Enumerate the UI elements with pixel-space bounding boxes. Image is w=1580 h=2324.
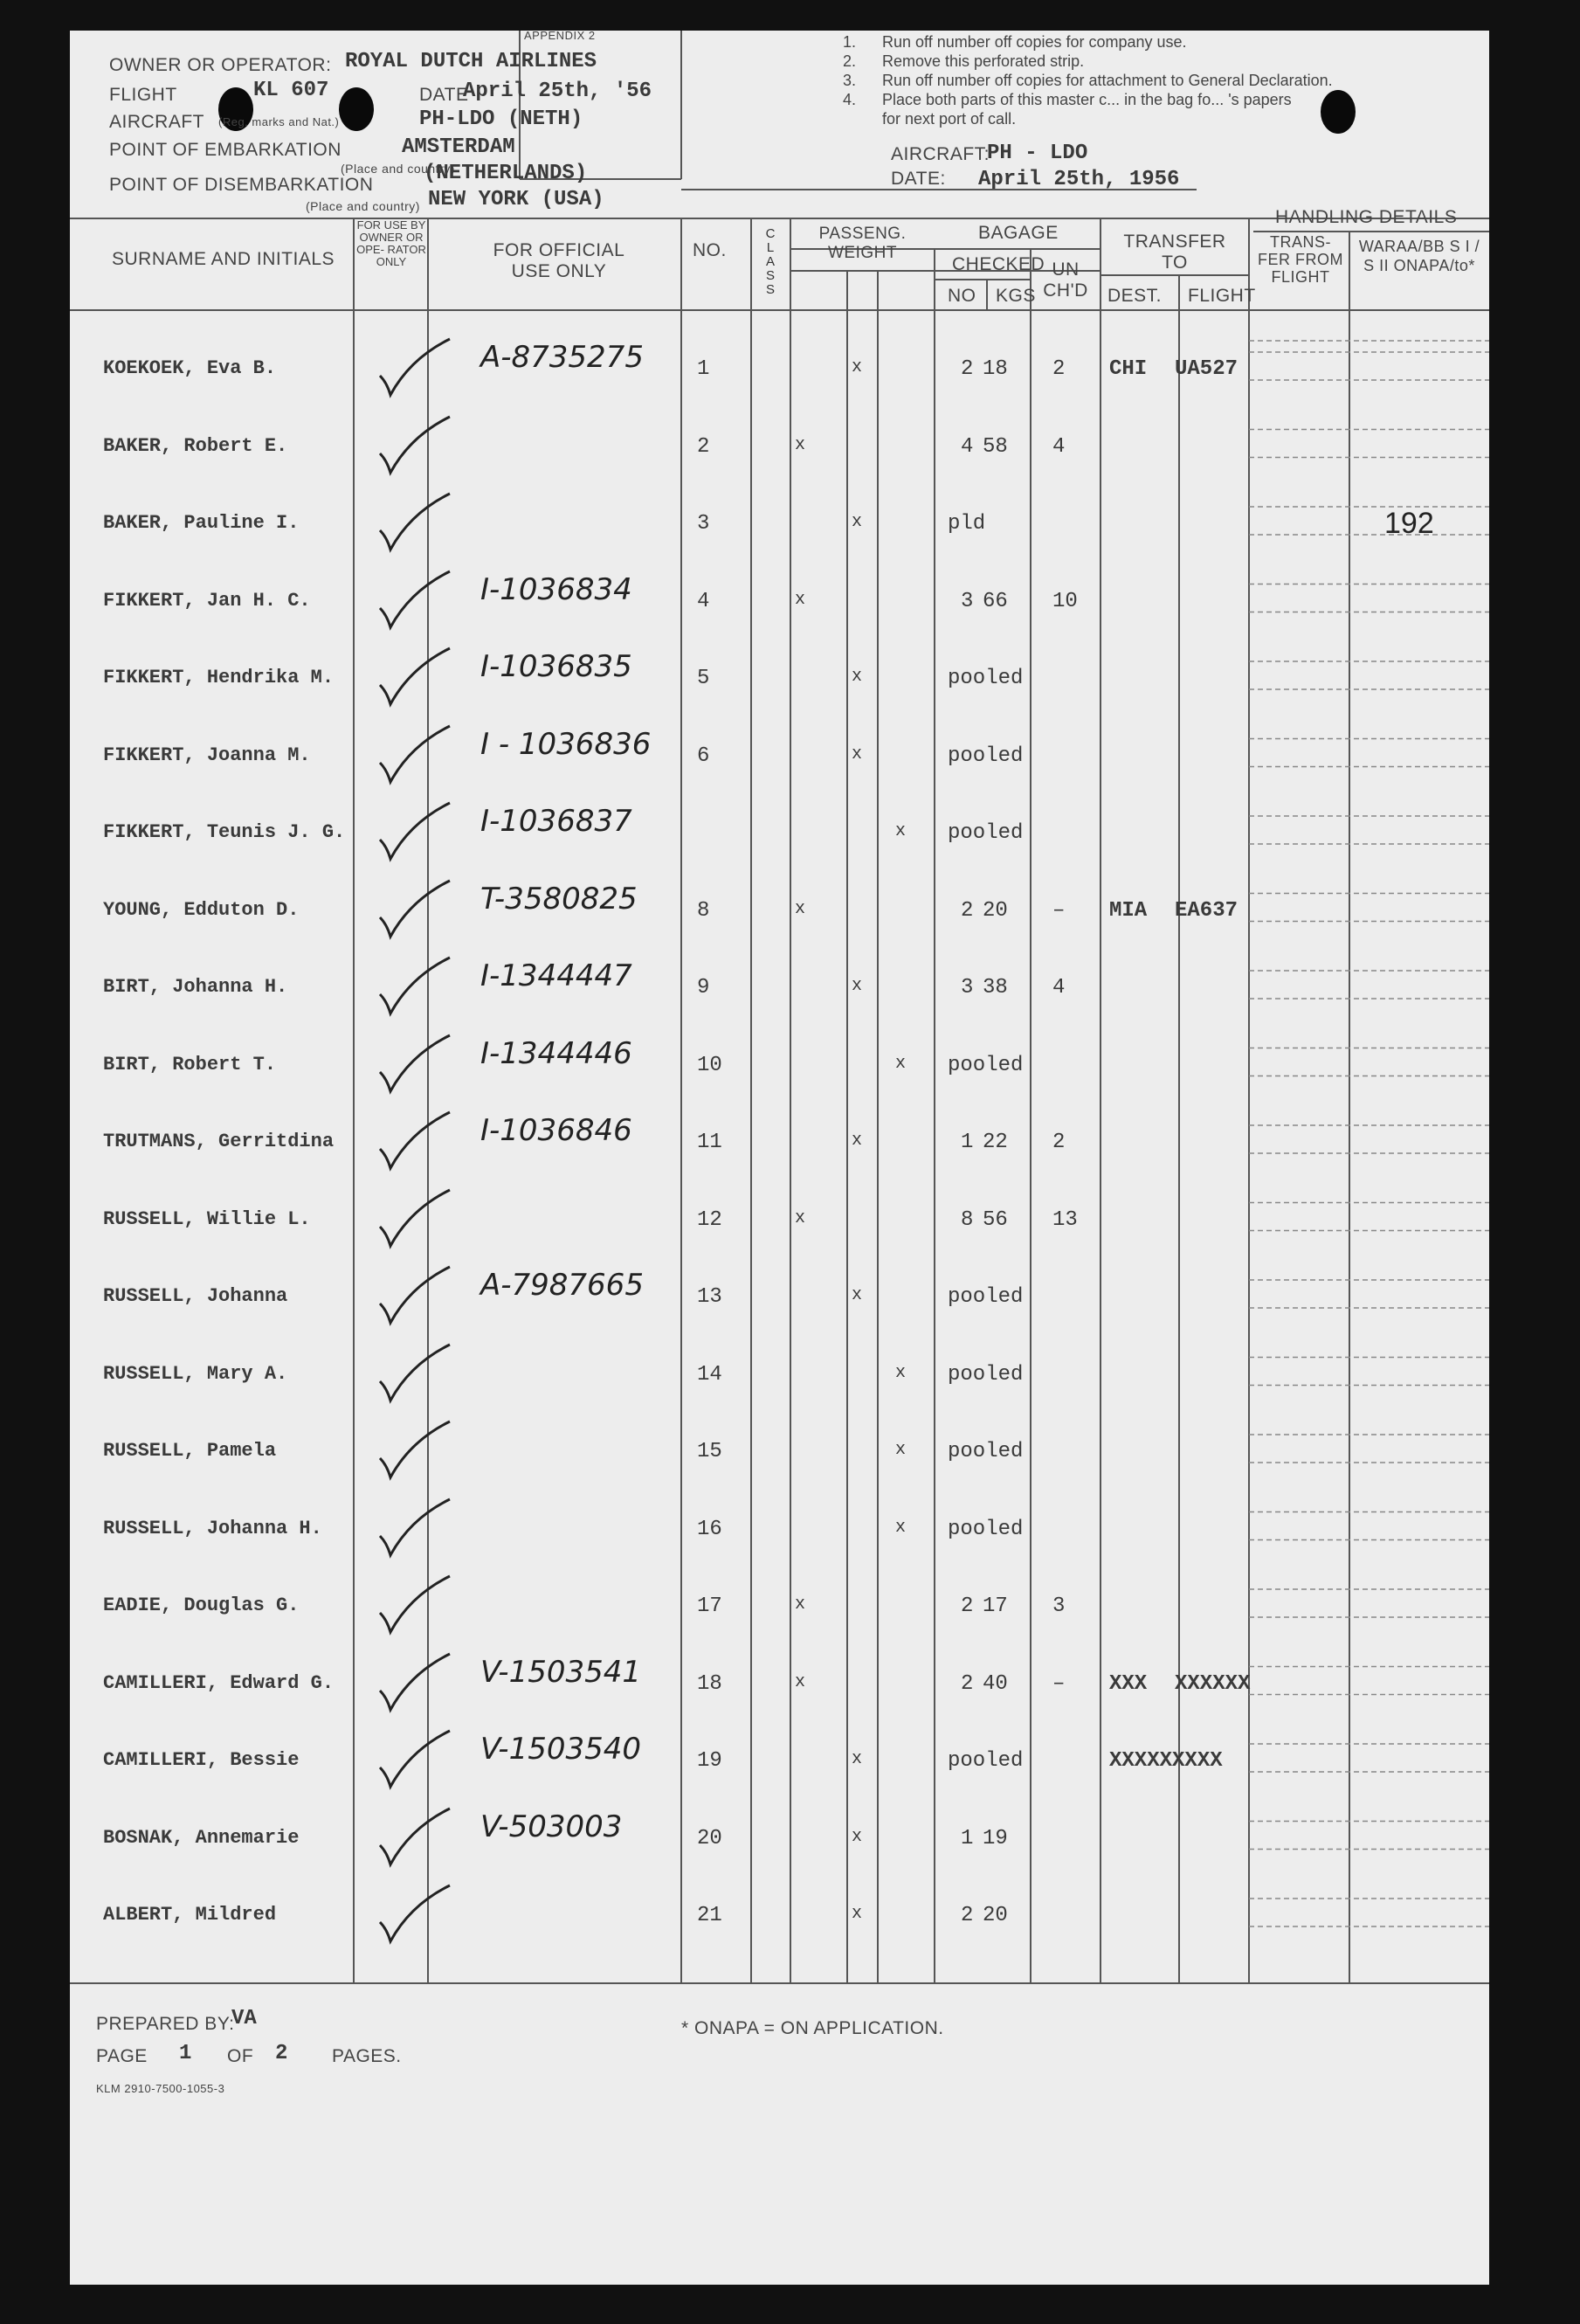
check-mark-icon [371, 1105, 459, 1175]
check-mark-icon [371, 1338, 459, 1408]
transfer-flight: EA637 [1175, 898, 1238, 923]
punch-hole [339, 87, 374, 131]
official-number: V-503003 [480, 1809, 623, 1844]
official-number: I - 1036836 [480, 726, 652, 762]
instruction-text: for next port of call. [882, 110, 1017, 128]
col-transfer-from: TRANS- FER FROM FLIGHT [1258, 233, 1343, 286]
passenger-row [70, 1179, 1489, 1255]
box-aircraft-value: PH - LDO [987, 142, 1088, 165]
transfer-dest: MIA [1109, 898, 1148, 923]
check-mark-icon [371, 796, 459, 866]
class-mark: x [795, 898, 806, 919]
passenger-row [70, 1488, 1489, 1565]
unchecked-bags: 2 [1052, 1131, 1066, 1154]
instruction-text: Remove this perforated strip. [882, 52, 1085, 70]
passenger-name: YOUNG, Edduton D. [103, 898, 300, 921]
manifest-sheet [70, 31, 1489, 2285]
seat-number: 12 [697, 1207, 722, 1232]
instructions [843, 32, 1333, 128]
seat-number: 20 [697, 1826, 722, 1850]
check-mark-icon [371, 564, 459, 634]
page-label: PAGE [96, 2046, 148, 2066]
passenger-name: TRUTMANS, Gerritdina [103, 1131, 335, 1152]
bag-kgs: 20 [983, 1904, 1008, 1927]
passenger-name: RUSSELL, Pamela [103, 1440, 277, 1462]
class-mark: x [795, 1207, 806, 1228]
passenger-row [70, 1333, 1489, 1410]
passenger-name: FIKKERT, Hendrika M. [103, 667, 335, 688]
disembark-sub: (Place and country) [306, 199, 420, 213]
instruction-item [843, 71, 1333, 90]
seat-number: 13 [697, 1285, 722, 1309]
check-mark-icon [371, 1802, 459, 1871]
bag-count: 2 [961, 1594, 974, 1618]
unchecked-bags: 4 [1052, 434, 1066, 459]
class-mark: x [852, 667, 863, 687]
class-mark: x [852, 1749, 863, 1769]
official-number: T-3580825 [480, 881, 638, 916]
seat-number: 11 [697, 1131, 722, 1154]
passenger-name: RUSSELL, Mary A. [103, 1362, 288, 1385]
class-mark: x [895, 1362, 907, 1383]
class-mark: x [852, 512, 863, 532]
bag-count: 8 [961, 1207, 974, 1232]
transfer-flight: UA527 [1175, 357, 1238, 381]
disembark-label: POINT OF DISEMBARKATION [109, 175, 374, 195]
bag-count: 2 [961, 898, 974, 923]
passenger-row [70, 560, 1489, 637]
date-label: DATE [419, 85, 469, 105]
aircraft-value: PH-LDO (NETH) [419, 107, 583, 131]
class-mark: x [852, 1826, 863, 1847]
bag-kgs: 40 [983, 1671, 1008, 1696]
check-mark-icon [371, 1183, 459, 1253]
check-mark-icon [371, 719, 459, 789]
bag-kgs: 20 [983, 898, 1008, 923]
passenger-row [70, 792, 1489, 868]
bag-count: 1 [961, 1826, 974, 1850]
transfer-flight: XXXXXX [1175, 1671, 1251, 1696]
col-official: FOR OFFICIAL USE ONLY [493, 240, 625, 281]
bag-count: 2 [961, 1671, 974, 1696]
passenger-name: ALBERT, Mildred [103, 1904, 277, 1926]
of-value: 2 [275, 2042, 288, 2065]
seat-number: 17 [697, 1594, 722, 1618]
class-mark: x [852, 1285, 863, 1305]
passenger-name: FIKKERT, Jan H. C. [103, 589, 311, 612]
check-mark-icon [371, 487, 459, 557]
embark-value: AMSTERDAM [402, 135, 515, 159]
col-transfer: TRANSFER TO [1123, 232, 1226, 273]
instruction-item [843, 109, 1333, 128]
bag-count: pld [948, 512, 986, 536]
official-number: A-8735275 [480, 340, 644, 375]
bag-count: 4 [961, 434, 974, 459]
passenger-row [70, 1643, 1489, 1719]
bag-count: 2 [961, 357, 974, 381]
official-number: A-7987665 [480, 1268, 644, 1303]
bag-kgs: 19 [983, 1826, 1008, 1850]
seat-number: 21 [697, 1904, 722, 1927]
class-mark: x [795, 434, 806, 455]
bag-count: 3 [961, 976, 974, 999]
class-mark: x [852, 357, 863, 377]
bag-kgs: 18 [983, 357, 1008, 381]
unchecked-bags: 4 [1052, 976, 1066, 999]
date-value: April 25th, '56 [463, 80, 652, 103]
box-aircraft-label: AIRCRAFT: [891, 144, 990, 164]
bag-count: 3 [961, 589, 974, 613]
passenger-name: BIRT, Johanna H. [103, 976, 288, 998]
passenger-row [70, 637, 1489, 714]
transfer-dest: XXX [1109, 1671, 1148, 1696]
passenger-name: RUSSELL, Willie L. [103, 1207, 311, 1230]
class-mark: x [852, 1904, 863, 1924]
passenger-name: FIKKERT, Teunis J. G. [103, 821, 346, 843]
box-date-value: April 25th, 1956 [978, 168, 1180, 191]
bag-kgs: 22 [983, 1131, 1008, 1154]
col-bag-no: NO [948, 286, 976, 306]
check-mark-icon [371, 874, 459, 944]
instruction-item [843, 32, 1333, 52]
class-mark: x [895, 821, 907, 841]
passenger-row [70, 869, 1489, 946]
prepared-label: PREPARED BY: [96, 2014, 235, 2034]
passenger-row [70, 1719, 1489, 1796]
page-value: 1 [179, 2042, 192, 2065]
class-mark: x [795, 1594, 806, 1615]
col-kgs: KGS [996, 286, 1036, 306]
bag-count: pooled [948, 1053, 1024, 1077]
instruction-text: Run off number off copies for attachment to General Declaration. [882, 72, 1333, 89]
col-handling: HANDLING DETAILS [1275, 207, 1458, 227]
unchecked-bags: – [1052, 898, 1066, 923]
check-mark-icon [371, 410, 459, 480]
passenger-row [70, 1797, 1489, 1874]
seat-number: 16 [697, 1517, 722, 1541]
col-checked: CHECKED [952, 254, 1045, 274]
class-mark: x [895, 1517, 907, 1538]
col-baggage: BAGAGE [978, 223, 1059, 243]
embark-label: POINT OF EMBARKATION [109, 140, 342, 160]
owner-value: ROYAL DUTCH AIRLINES [345, 50, 597, 73]
passenger-row [70, 482, 1489, 559]
passenger-row [70, 1024, 1489, 1101]
unchecked-bags: 2 [1052, 357, 1066, 381]
col-waraa: WARAA/BB S I / S II ONAPA/to* [1358, 238, 1480, 274]
class-mark: x [795, 1671, 806, 1692]
passenger-name: BAKER, Pauline I. [103, 512, 300, 534]
passenger-row [70, 1565, 1489, 1642]
bag-kgs: 38 [983, 976, 1008, 999]
unchecked-bags: 3 [1052, 1594, 1066, 1618]
passenger-row [70, 405, 1489, 482]
passenger-name: BIRT, Robert T. [103, 1053, 277, 1076]
official-number: V-1503540 [480, 1732, 641, 1767]
class-mark: x [895, 1053, 907, 1074]
disembark-value: NEW YORK (USA) [428, 188, 604, 211]
passenger-name: RUSSELL, Johanna [103, 1285, 288, 1307]
bag-count: 1 [961, 1131, 974, 1154]
instruction-item [843, 90, 1333, 109]
check-mark-icon [371, 1724, 459, 1794]
unchecked-bags: 13 [1052, 1207, 1078, 1232]
flight-value: KL 607 [253, 79, 329, 102]
passenger-row [70, 1101, 1489, 1178]
bag-kgs: 17 [983, 1594, 1008, 1618]
of-label: OF [227, 2046, 254, 2066]
bag-count: 2 [961, 1904, 974, 1927]
onapa-note: * ONAPA = ON APPLICATION. [681, 2018, 944, 2038]
seat-number: 10 [697, 1053, 722, 1077]
aircraft-label: AIRCRAFT [109, 112, 204, 132]
class-mark: x [795, 589, 806, 610]
appendix-label: APPENDIX 2 [524, 29, 596, 42]
class-mark: x [895, 1440, 907, 1460]
seat-number: 5 [697, 667, 710, 690]
seat-number: 15 [697, 1440, 722, 1463]
passenger-row [70, 328, 1489, 405]
instruction-text: Place both parts of this master c... in the bag fo... 's papers [882, 91, 1292, 108]
official-number: V-1503541 [480, 1654, 641, 1690]
instruction-text: Run off number off copies for company use. [882, 33, 1187, 51]
check-mark-icon [371, 332, 459, 402]
bag-count: pooled [948, 744, 1024, 768]
col-weight: PASSENG. WEIGHT [818, 225, 907, 262]
class-mark: x [852, 744, 863, 764]
check-mark-icon [371, 1414, 459, 1484]
aircraft-sub: (Reg. marks and Nat.) [218, 115, 340, 128]
bag-kgs: 56 [983, 1207, 1008, 1232]
seat-number: 19 [697, 1749, 722, 1773]
official-number: I-1344447 [480, 958, 632, 993]
passenger-row [70, 946, 1489, 1023]
col-surname: SURNAME AND INITIALS [112, 249, 335, 269]
passenger-name: BOSNAK, Annemarie [103, 1826, 300, 1849]
bag-count: pooled [948, 1517, 1024, 1541]
passenger-name: CAMILLERI, Bessie [103, 1749, 300, 1771]
bag-count: pooled [948, 1440, 1024, 1463]
check-mark-icon [371, 641, 459, 711]
seat-number: 8 [697, 898, 710, 923]
check-mark-icon [371, 1028, 459, 1098]
official-number: I-1036846 [480, 1113, 632, 1148]
official-number: I-1036834 [480, 571, 632, 607]
seat-number: 6 [697, 744, 710, 768]
instruction-item [843, 52, 1333, 71]
col-class: C L A S S [765, 226, 776, 297]
check-mark-icon [371, 1569, 459, 1639]
col-for-use: FOR USE BY OWNER OR OPE- RATOR ONLY [356, 218, 426, 268]
official-number: I-1036835 [480, 649, 632, 684]
seat-number: 2 [697, 434, 710, 459]
col-no: NO. [693, 240, 727, 260]
passenger-name: KOEKOEK, Eva B. [103, 357, 277, 379]
passenger-name: RUSSELL, Johanna H. [103, 1517, 322, 1539]
embark-country: (NETHERLANDS) [424, 162, 588, 185]
passenger-row [70, 715, 1489, 792]
passenger-row [70, 1255, 1489, 1332]
seat-number: 3 [697, 512, 710, 536]
instruction-number: 2. [843, 52, 857, 70]
check-mark-icon [371, 1878, 459, 1948]
bag-count: pooled [948, 1749, 1024, 1773]
embark-sub: (Place and country) [341, 162, 455, 176]
bag-kgs: 58 [983, 434, 1008, 459]
owner-label: OWNER OR OPERATOR: [109, 55, 332, 75]
seat-number: 4 [697, 589, 710, 613]
check-mark-icon [371, 1260, 459, 1330]
instruction-number: 3. [843, 72, 857, 89]
check-mark-icon [371, 951, 459, 1020]
unchecked-bags: 10 [1052, 589, 1078, 613]
instruction-number: 1. [843, 33, 857, 51]
box-date-label: DATE: [891, 169, 946, 189]
official-number: I-1036837 [480, 804, 632, 839]
official-number: I-1344446 [480, 1035, 632, 1071]
flight-label: FLIGHT [109, 85, 177, 105]
class-mark: x [852, 1131, 863, 1151]
bag-count: pooled [948, 821, 1024, 845]
pages-label: PAGES. [332, 2046, 402, 2066]
seat-number: 1 [697, 357, 710, 381]
col-flight: FLIGHT [1188, 286, 1256, 306]
handling-note: 192 [1384, 507, 1434, 540]
prepared-value: VA [231, 2007, 257, 2030]
passenger-row [70, 1410, 1489, 1487]
transfer-dest: XXXXXXXXX [1109, 1749, 1223, 1773]
instruction-number: 4. [843, 91, 857, 108]
bag-count: pooled [948, 1285, 1024, 1309]
transfer-dest: CHI [1109, 357, 1148, 381]
bag-count: pooled [948, 1362, 1024, 1387]
check-mark-icon [371, 1647, 459, 1717]
passenger-row [70, 1874, 1489, 1951]
form-code: KLM 2910-7500-1055-3 [96, 2082, 225, 2095]
unchecked-bags: – [1052, 1671, 1066, 1696]
passenger-name: FIKKERT, Joanna M. [103, 744, 311, 766]
col-dest: DEST. [1107, 286, 1163, 306]
bag-count: pooled [948, 667, 1024, 690]
passenger-name: EADIE, Douglas G. [103, 1594, 300, 1616]
check-mark-icon [371, 1492, 459, 1562]
passenger-name: CAMILLERI, Edward G. [103, 1671, 335, 1694]
seat-number: 9 [697, 976, 710, 999]
col-unchd: UN CH'D [1043, 259, 1088, 301]
class-mark: x [852, 976, 863, 996]
bag-kgs: 66 [983, 589, 1008, 613]
seat-number: 18 [697, 1671, 722, 1696]
seat-number: 14 [697, 1362, 722, 1387]
passenger-name: BAKER, Robert E. [103, 434, 288, 457]
